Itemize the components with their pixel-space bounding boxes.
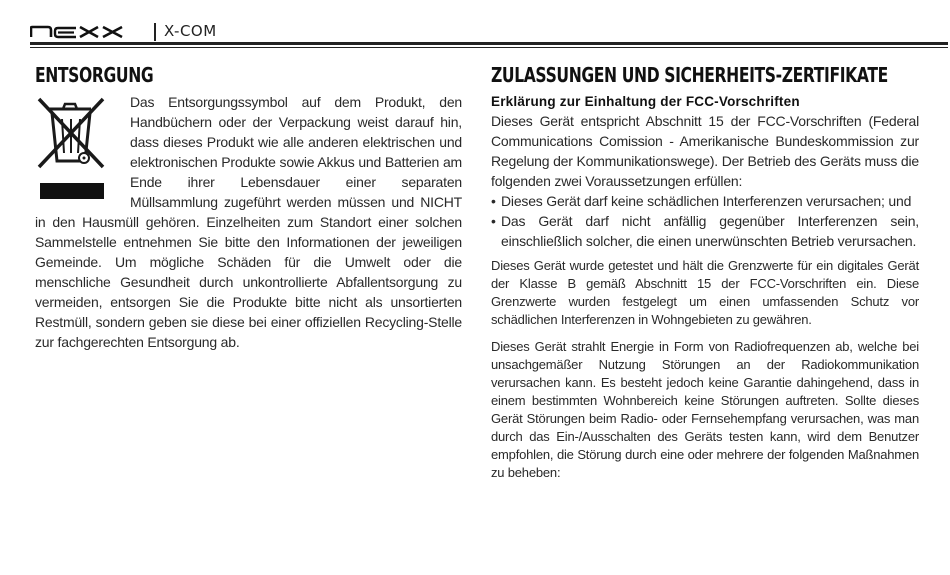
- section-heading-disposal: ENTSORGUNG: [35, 63, 154, 87]
- radio-interference-paragraph: Dieses Gerät strahlt Energie in Form von Radiofrequenzen ab, welche bei unsachgemäßer Nutzung Störungen an der Radiokommunikation verursachen kann. Es besteht jedoch keine Garantie dahingehend, dass in einem bestimmten Wohnbereich keine Störungen auftreten. Sollte dieses Gerät Störungen beim Radio- oder Fernsehempfang verursachen, was man durch das Ein-/Ausschalten des Geräts testen kann, wird dem Benutzer empfohlen, die Störung durch eine oder mehrere der folgenden Maßnahmen zu beheben:: [491, 339, 919, 480]
- fcc-body: [491, 111, 919, 482]
- header-rule-thick: [30, 42, 948, 45]
- fcc-subheading: Erklärung zur Einhaltung der FCC-Vorschriften: [491, 94, 800, 109]
- list-item: [491, 211, 919, 251]
- header-rule-thin: [30, 47, 948, 48]
- document-title: X-COM: [164, 22, 217, 40]
- list-item-text: Dieses Gerät darf keine schädlichen Interferenzen verursachen; und: [501, 193, 912, 209]
- class-b-paragraph: Dieses Gerät wurde getestet und hält die Grenzwerte für ein digitales Gerät der Klasse B gemäß Abschnitt 15 der FCC-Vorschriften ein. Diese Grenzwerte wurden festgelegt um einen umfassenden Schutz vor schädlichen Interferenzen in Wohngebieten zu gewähren.: [491, 258, 919, 327]
- icon-spacer: [35, 92, 130, 210]
- bullet-icon: •: [491, 193, 496, 209]
- section-heading-certifications: ZULASSUNGEN UND SICHERHEITS-ZERTIFIKATE: [491, 63, 888, 87]
- list-item: [491, 191, 919, 211]
- disposal-paragraph: [35, 92, 462, 352]
- bullet-icon: •: [491, 213, 496, 229]
- list-item-text: Das Gerät darf nicht anfällig gegenüber Interferenzen sein, einschließlich solcher, die einen unerwünschten Betrieb verursachen.: [501, 213, 919, 249]
- fcc-intro-paragraph: Dieses Gerät entspricht Abschnitt 15 der FCC-Vorschriften (Federal Communications Comission - Amerikanische Bundeskommission zur Regelung der Kommunikationswege). Der Betrieb des Geräts muss die folgenden zwei Voraussetzungen erfüllen:: [491, 113, 919, 189]
- fcc-requirements-list: [491, 191, 919, 251]
- header-separator: [154, 23, 156, 41]
- nexx-logo: [30, 25, 124, 39]
- disposal-text: Das Entsorgungssymbol auf dem Produkt, den Handbüchern oder der Verpackung weist darauf hin, dass dieses Produkt wie alle anderen elektrischen und elektronischen Produkte sowie Akkus und Batterien am Ende ihrer Lebensdauer einer separaten Müllsammlung zugeführt werden müssen und NICHT in den Hausmüll gehören. Einzelheiten zum Standort einer solchen Sammelstelle entnehmen Sie bitte den Informationen der jeweiligen Gemeinde. Um mögliche Schäden für die Umwelt oder die menschliche Gesundheit durch unkontrollierte Abfallentsorgung zu vermeiden, entsorgen Sie die Produkte bitte nicht als unsortierten Restmüll, sondern geben sie diese bei einer offiziellen Recycling-Stelle zur fachgerechten Entsorgung ab.: [35, 94, 462, 350]
